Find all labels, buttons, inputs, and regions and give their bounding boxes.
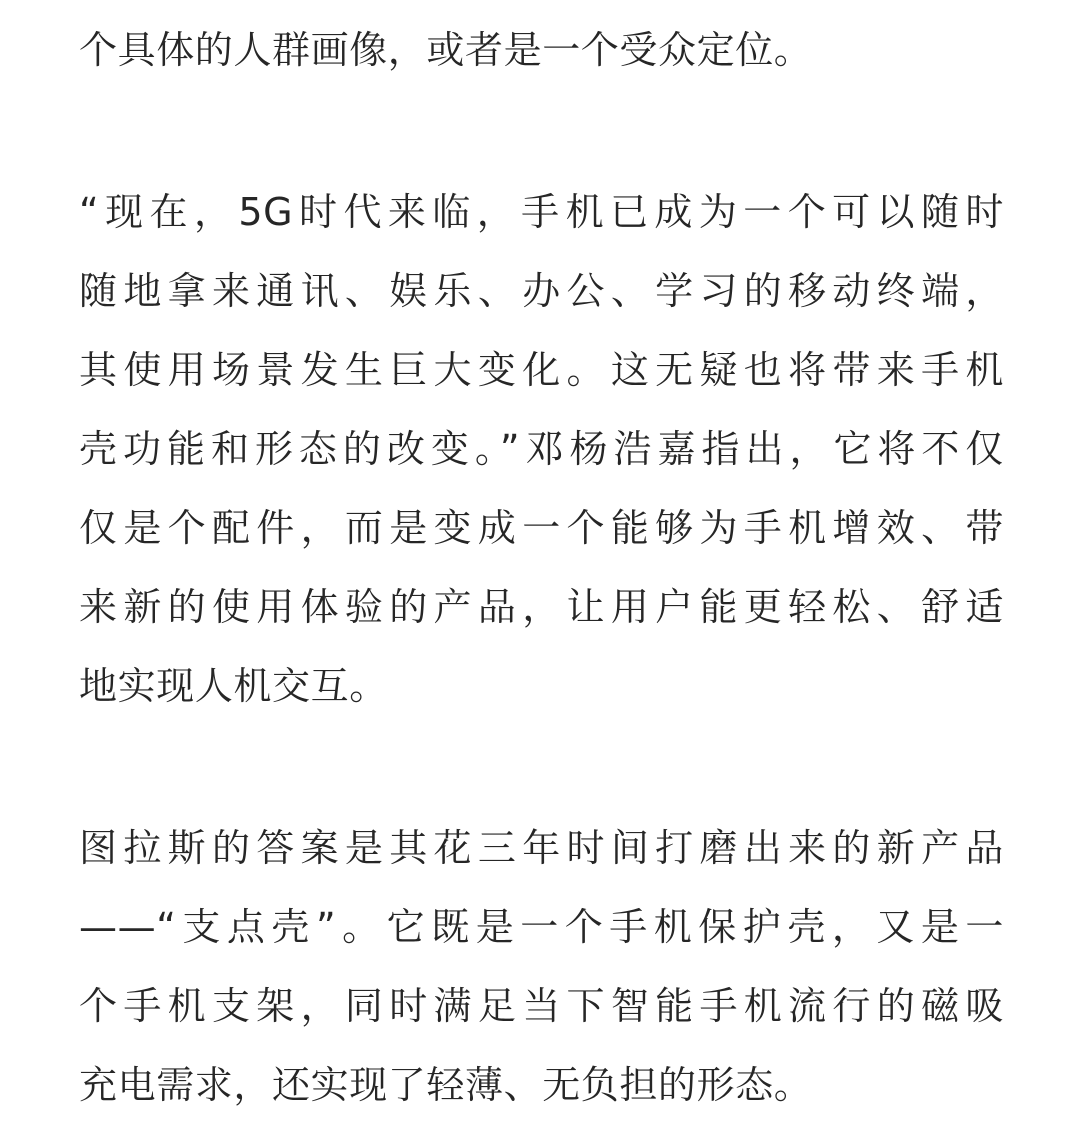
paragraph-2-line-1: “现在，5G时代来临，手机已成为一个可以随时 xyxy=(79,190,1004,234)
paragraph-2-line-5: 仅是个配件，而是变成一个能够为手机增效、带 xyxy=(79,506,1004,550)
paragraph-3-line-2: ——“支点壳”。它既是一个手机保护壳，又是一 xyxy=(79,905,1004,949)
paragraph-2-line-6: 来新的使用体验的产品，让用户能更轻松、舒适 xyxy=(79,585,1004,629)
paragraph-1-line-1: 个具体的人群画像，或者是一个受众定位。 xyxy=(79,28,813,72)
paragraph-2-line-3: 其使用场景发生巨大变化。这无疑也将带来手机 xyxy=(79,348,1004,392)
paragraph-3-line-1: 图拉斯的答案是其花三年时间打磨出来的新产品 xyxy=(79,826,1004,870)
paragraph-2-line-2: 随地拿来通讯、娱乐、办公、学习的移动终端， xyxy=(79,269,1004,313)
paragraph-2-line-4: 壳功能和形态的改变。”邓杨浩嘉指出，它将不仅 xyxy=(79,427,1004,471)
paragraph-3-line-3: 个手机支架，同时满足当下智能手机流行的磁吸 xyxy=(79,984,1004,1028)
paragraph-3-line-4: 充电需求，还实现了轻薄、无负担的形态。 xyxy=(79,1063,813,1107)
paragraph-2-line-7: 地实现人机交互。 xyxy=(79,664,388,708)
